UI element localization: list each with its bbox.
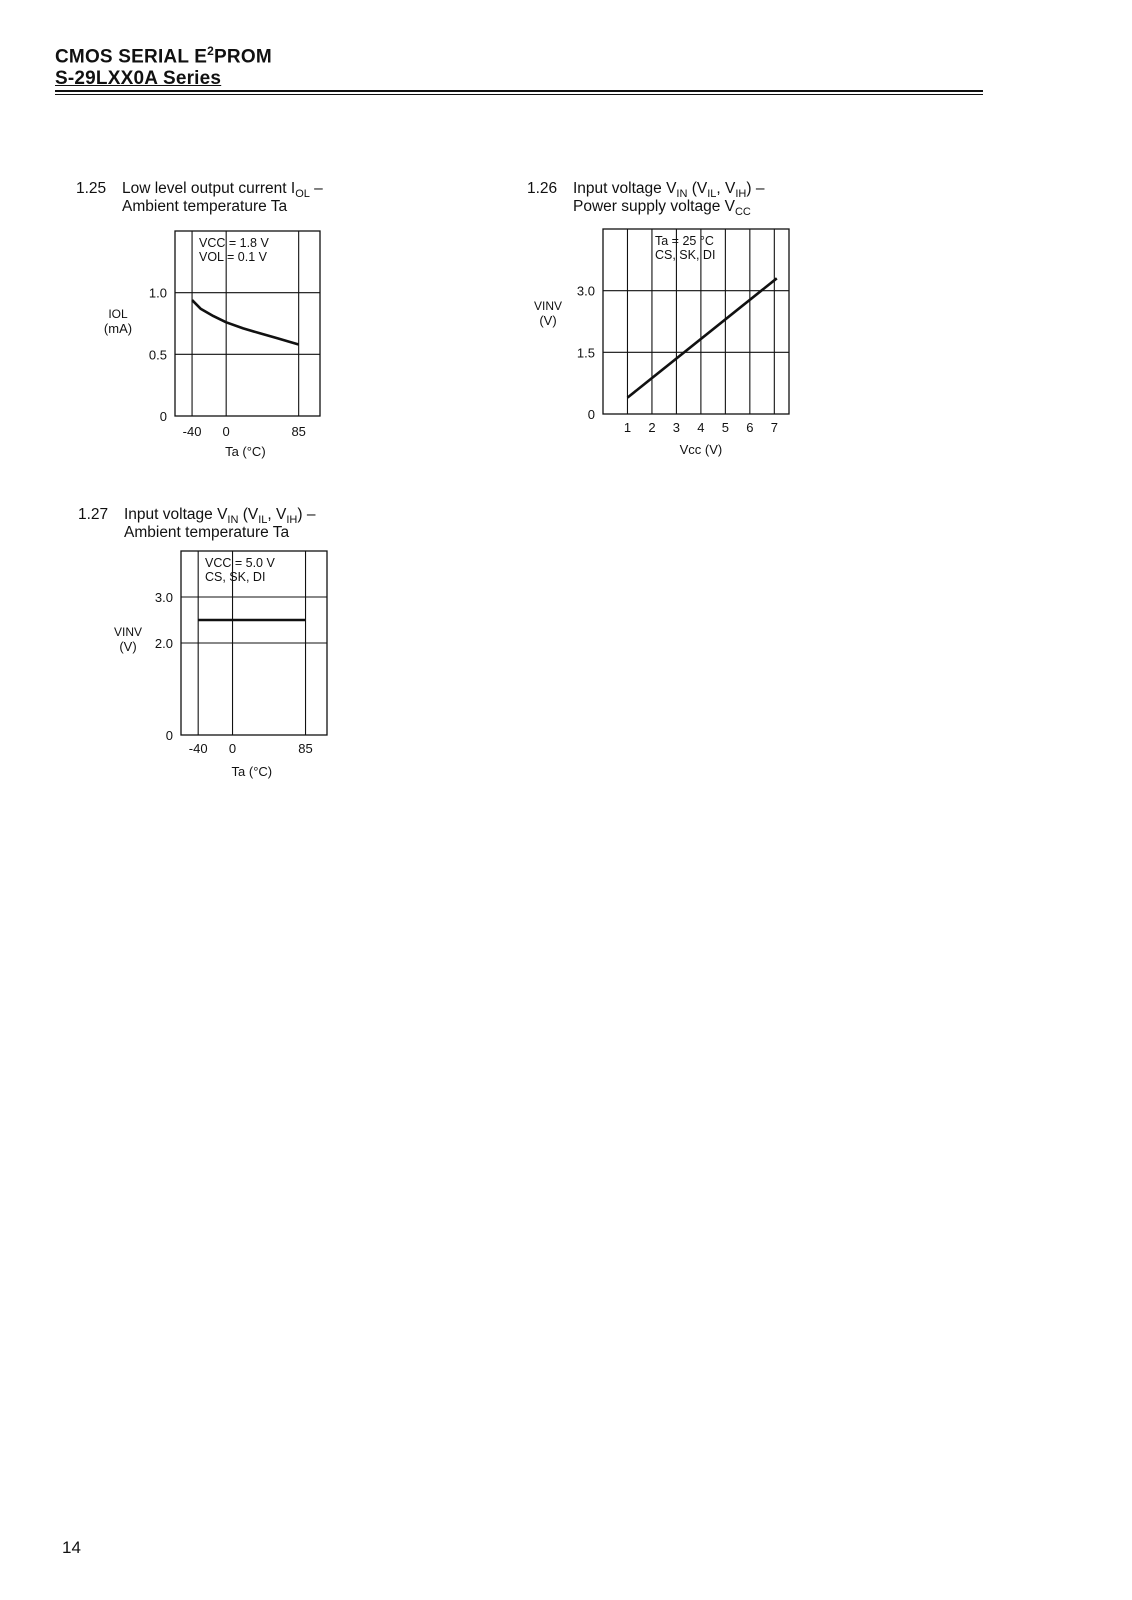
chart-3-ylabel: VINV (113, 625, 143, 639)
document-title: CMOS SERIAL $E^2PROM$ (55, 44, 272, 68)
chart-2-xtick-label: 2 (648, 420, 656, 435)
chart-3-xtick-label: 85 (298, 741, 313, 756)
series-name: S-29LXX0A Series (55, 68, 222, 89)
chart-1-xtick-label: -40 (182, 424, 202, 439)
chart-3-ytick-label: 2.0 (154, 636, 173, 651)
chart-3-ylabel-unit: (V) (119, 639, 137, 654)
chart-2-xlabel: Vcc (V) (679, 442, 723, 457)
chart-1-xlabel: Ta (°C) (225, 444, 266, 459)
chart-3-condition: VCC = 5.0 V (205, 556, 275, 570)
chart-1-condition: VOL = 0.1 V (199, 250, 267, 264)
chart-3-ytick-label: 3.0 (154, 590, 173, 605)
chart-2-ytick-label: 1.5 (576, 345, 595, 361)
chart-2-series-line (628, 278, 777, 397)
chart-1-ylabel-unit: (mA) (103, 321, 133, 336)
chart-3-xtick-label: 0 (228, 741, 237, 756)
chart-2-ytick-label: 0 (587, 407, 595, 422)
chart-2-condition: Ta = 25 °C (655, 234, 714, 248)
chart-1-ytick-label: 0.5 (148, 347, 167, 363)
chart-2-xtick-label: 6 (746, 420, 754, 435)
chart-2-ylabel: VINV (533, 299, 563, 313)
chart-2-ytick-label: 3.0 (576, 283, 595, 299)
chart-1-ytick-label: 0 (159, 409, 167, 424)
page-number: 14 (62, 1538, 81, 1557)
chart-2-xtick-label: 4 (697, 420, 705, 435)
chart-1-xtick-label: 0 (222, 424, 230, 439)
chart-3-ytick-label: 0 (165, 728, 173, 743)
chart-1-series-line (192, 300, 299, 344)
chart-1-condition: VCC = 1.8 V (199, 236, 269, 250)
chart-2-ylabel-unit: (V) (539, 313, 557, 328)
chart-3-condition: CS, SK, DI (205, 570, 266, 584)
chart-1-ylabel: IOL (108, 307, 128, 321)
chart-1-ytick-label: 1.0 (148, 285, 167, 301)
chart-1-xtick-label: 85 (291, 424, 306, 439)
chart-2-xtick-label: 1 (623, 420, 632, 435)
chart-2-xtick-label: 7 (770, 420, 778, 435)
chart-2-xtick-label: 5 (721, 420, 729, 435)
chart-2-xtick-label: 3 (672, 420, 681, 435)
chart-3-xtick-label: -40 (188, 741, 208, 756)
chart-2-condition: CS, SK, DI (655, 248, 716, 262)
chart-3-xlabel: Ta (°C) (231, 764, 273, 779)
